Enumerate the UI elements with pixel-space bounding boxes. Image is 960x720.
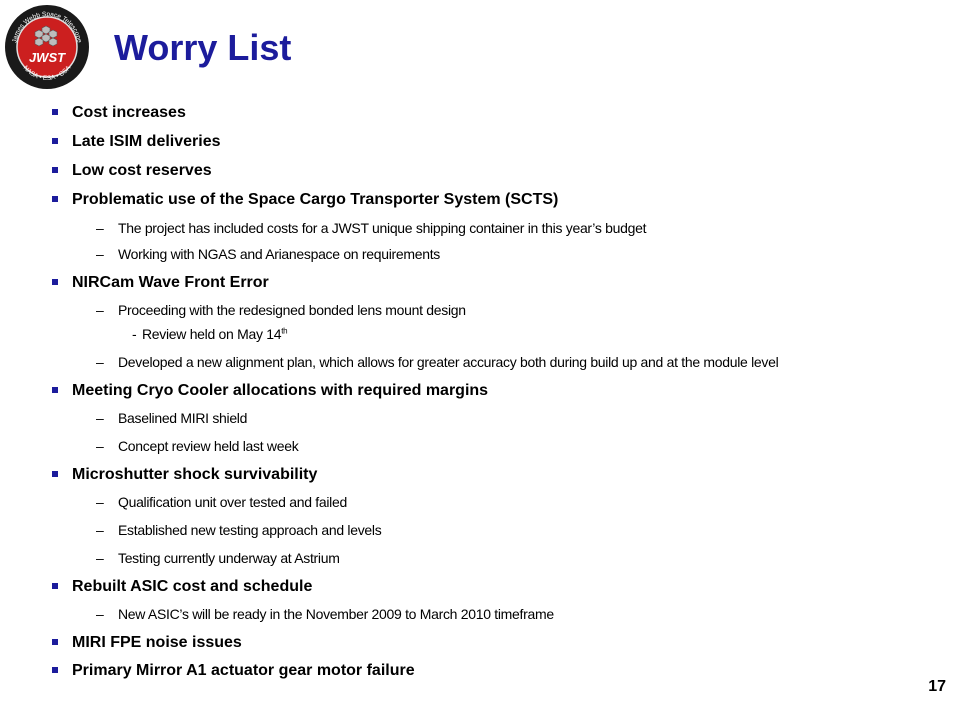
bullet-text: Rebuilt ASIC cost and schedule xyxy=(72,578,313,595)
bullet-text: MIRI FPE noise issues xyxy=(72,634,242,651)
bullet-text: Concept review held last week xyxy=(118,438,299,454)
bullet-text: Primary Mirror A1 actuator gear motor failure xyxy=(72,662,415,679)
superscript-text: th xyxy=(281,326,288,336)
dash-bullet-icon: – xyxy=(96,438,104,454)
page-number: 17 xyxy=(928,678,946,695)
bullet-text: Qualification unit over tested and failed xyxy=(118,494,347,510)
bullet-text: Microshutter shock survivability xyxy=(72,466,318,483)
bullet-text: New ASIC’s will be ready in the November 2009 to March 2010 timeframe xyxy=(118,606,554,622)
dash-bullet-icon: – xyxy=(96,246,104,262)
square-bullet-icon xyxy=(52,471,58,477)
bullet-text: Review held on May 14th xyxy=(142,326,288,342)
bullet-text: Meeting Cryo Cooler allocations with required margins xyxy=(72,382,489,399)
bullet-text: The project has included costs for a JWST unique shipping container in this year’s budget xyxy=(118,220,647,236)
dash-bullet-icon: – xyxy=(96,606,104,622)
dash-bullet-icon: – xyxy=(96,410,104,426)
dash-bullet-icon: – xyxy=(96,220,104,236)
bullet-text: Established new testing approach and levels xyxy=(118,522,382,538)
square-bullet-icon xyxy=(52,109,58,115)
dash-bullet-icon: – xyxy=(96,494,104,510)
bullet-text: Late ISIM deliveries xyxy=(72,133,221,150)
page-title: Worry List xyxy=(114,27,292,68)
logo-bottom-text: NASA • ESA • CSA xyxy=(21,64,73,83)
square-bullet-icon xyxy=(52,639,58,645)
bullet-text: Working with NGAS and Arianespace on requirements xyxy=(118,246,440,262)
bullet-text: Cost increases xyxy=(72,104,186,121)
bullet-text: Baselined MIRI shield xyxy=(118,410,248,426)
dash-bullet-icon: – xyxy=(96,522,104,538)
square-bullet-icon xyxy=(52,167,58,173)
dash-bullet-icon: – xyxy=(96,550,104,566)
square-bullet-icon xyxy=(52,387,58,393)
dash-bullet-icon: – xyxy=(96,302,104,318)
bullet-text: Problematic use of the Space Cargo Transporter System (SCTS) xyxy=(72,191,559,208)
dash-bullet-icon: - xyxy=(132,326,137,342)
bullet-text: NIRCam Wave Front Error xyxy=(72,274,269,291)
square-bullet-icon xyxy=(52,279,58,285)
square-bullet-icon xyxy=(52,583,58,589)
bullet-text: Low cost reserves xyxy=(72,162,212,179)
square-bullet-icon xyxy=(52,138,58,144)
dash-bullet-icon: – xyxy=(96,354,104,370)
square-bullet-icon xyxy=(52,196,58,202)
square-bullet-icon xyxy=(52,667,58,673)
bullet-text: Proceeding with the redesigned bonded lens mount design xyxy=(118,302,466,318)
logo-top-text: James Webb Space Telescope xyxy=(11,10,83,44)
logo-center-text: JWST xyxy=(28,50,66,65)
bullet-text: Testing currently underway at Astrium xyxy=(118,550,340,566)
bullet-text: Developed a new alignment plan, which allows for greater accuracy both during build up and at the module level xyxy=(118,354,779,370)
